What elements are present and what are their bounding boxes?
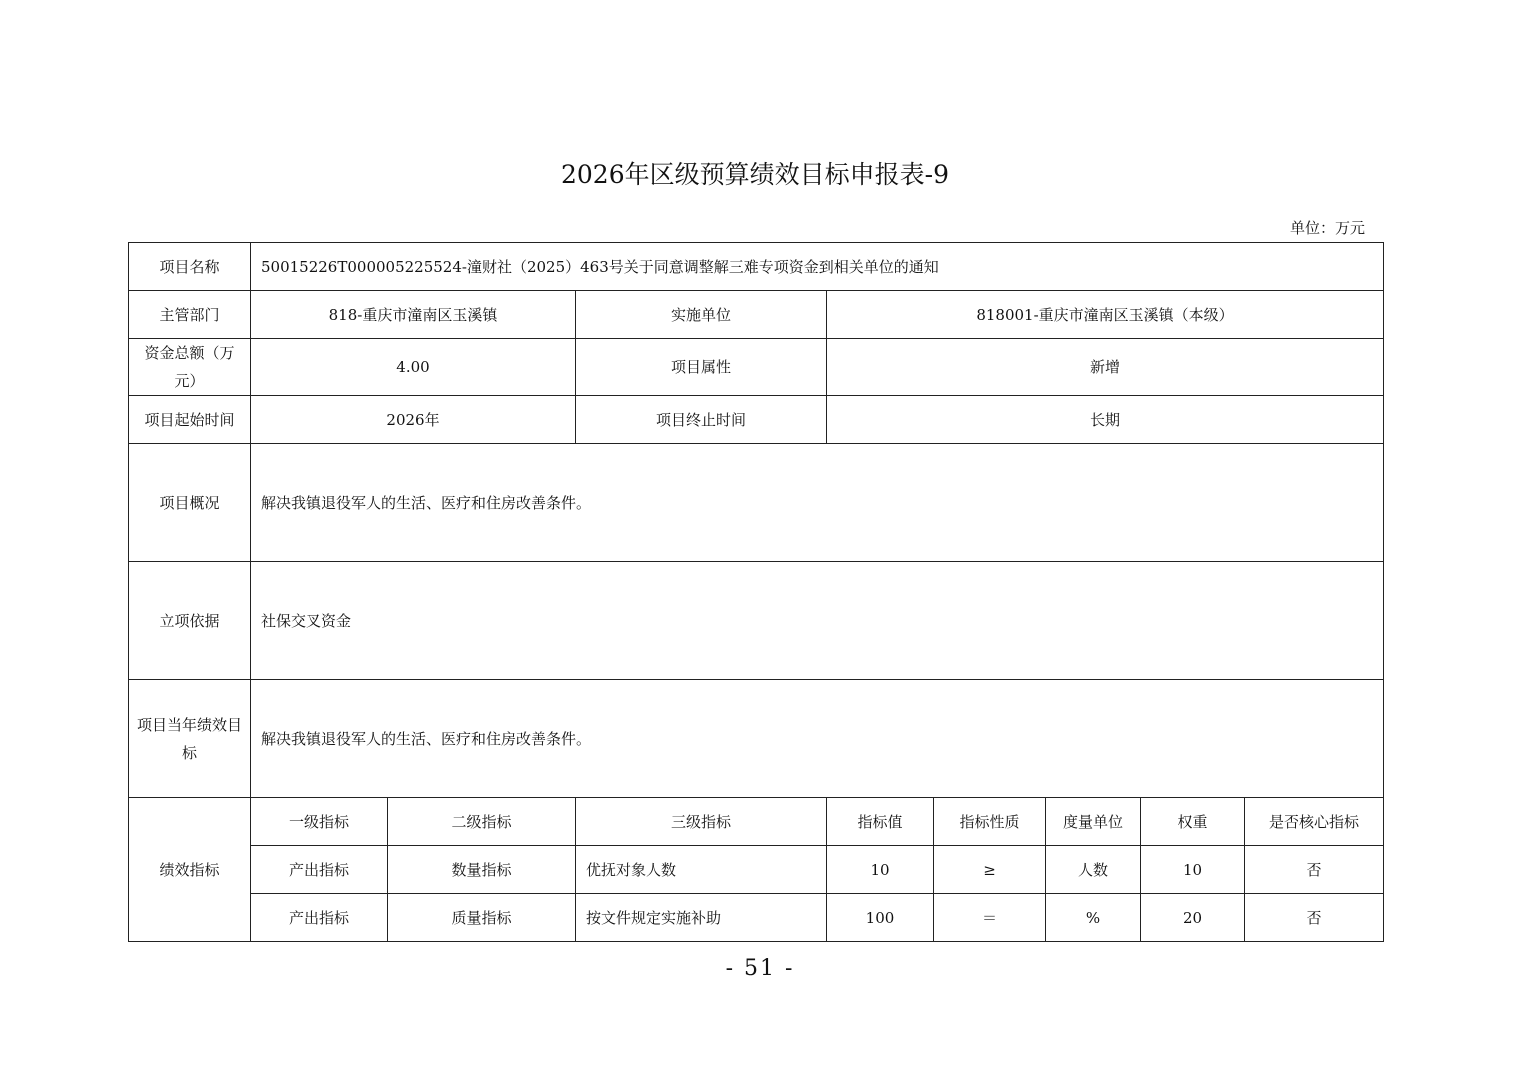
annual-goal-label: 项目当年绩效目标 [129, 680, 251, 798]
header-core: 是否核心指标 [1245, 798, 1384, 846]
cell-level3: 优抚对象人数 [576, 846, 827, 894]
header-weight: 权重 [1141, 798, 1245, 846]
department-value: 818-重庆市潼南区玉溪镇 [251, 291, 576, 339]
row-basis [129, 562, 1384, 680]
cell-nature: ＝ [934, 894, 1046, 942]
table-row [129, 846, 1384, 894]
total-funds-value: 4.00 [251, 339, 576, 396]
row-overview [129, 444, 1384, 562]
impl-unit-label: 实施单位 [576, 291, 827, 339]
start-time-label: 项目起始时间 [129, 396, 251, 444]
total-funds-label: 资金总额（万元） [129, 339, 251, 396]
cell-value: 100 [827, 894, 934, 942]
unit-note: 单位：万元 [1290, 219, 1366, 237]
row-annual-goal [129, 680, 1384, 798]
cell-level1: 产出指标 [251, 846, 388, 894]
cell-level2: 数量指标 [388, 846, 576, 894]
department-label: 主管部门 [129, 291, 251, 339]
row-project-name [129, 243, 1384, 291]
header-level3: 三级指标 [576, 798, 827, 846]
page-title: 2026年区级预算绩效目标申报表-9 [561, 160, 949, 189]
indicator-header-row [129, 798, 1384, 846]
project-name-label: 项目名称 [129, 243, 251, 291]
cell-core: 否 [1245, 894, 1384, 942]
cell-unit: 人数 [1046, 846, 1141, 894]
header-unit: 度量单位 [1046, 798, 1141, 846]
cell-level1: 产出指标 [251, 894, 388, 942]
annual-goal-value: 解决我镇退役军人的生活、医疗和住房改善条件。 [251, 680, 1384, 798]
header-level2: 二级指标 [388, 798, 576, 846]
page-number: - 51 - [725, 956, 795, 981]
row-funds [129, 339, 1384, 396]
cell-level2: 质量指标 [388, 894, 576, 942]
project-attr-label: 项目属性 [576, 339, 827, 396]
cell-core: 否 [1245, 846, 1384, 894]
overview-value: 解决我镇退役军人的生活、医疗和住房改善条件。 [251, 444, 1384, 562]
cell-level3: 按文件规定实施补助 [576, 894, 827, 942]
cell-weight: 20 [1141, 894, 1245, 942]
header-nature: 指标性质 [934, 798, 1046, 846]
overview-label: 项目概况 [129, 444, 251, 562]
budget-form-table [128, 242, 1384, 942]
row-time [129, 396, 1384, 444]
cell-nature: ≥ [934, 846, 1046, 894]
cell-value: 10 [827, 846, 934, 894]
project-attr-value: 新增 [827, 339, 1384, 396]
cell-unit: % [1046, 894, 1141, 942]
row-department [129, 291, 1384, 339]
end-time-value: 长期 [827, 396, 1384, 444]
header-value: 指标值 [827, 798, 934, 846]
project-name-value: 50015226T000005225524-潼财社（2025）463号关于同意调整解三难专项资金到相关单位的通知 [251, 243, 1384, 291]
basis-value: 社保交叉资金 [251, 562, 1384, 680]
start-time-value: 2026年 [251, 396, 576, 444]
header-level1: 一级指标 [251, 798, 388, 846]
basis-label: 立项依据 [129, 562, 251, 680]
indicators-label: 绩效指标 [129, 798, 251, 942]
cell-weight: 10 [1141, 846, 1245, 894]
table-row [129, 894, 1384, 942]
impl-unit-value: 818001-重庆市潼南区玉溪镇（本级） [827, 291, 1384, 339]
end-time-label: 项目终止时间 [576, 396, 827, 444]
